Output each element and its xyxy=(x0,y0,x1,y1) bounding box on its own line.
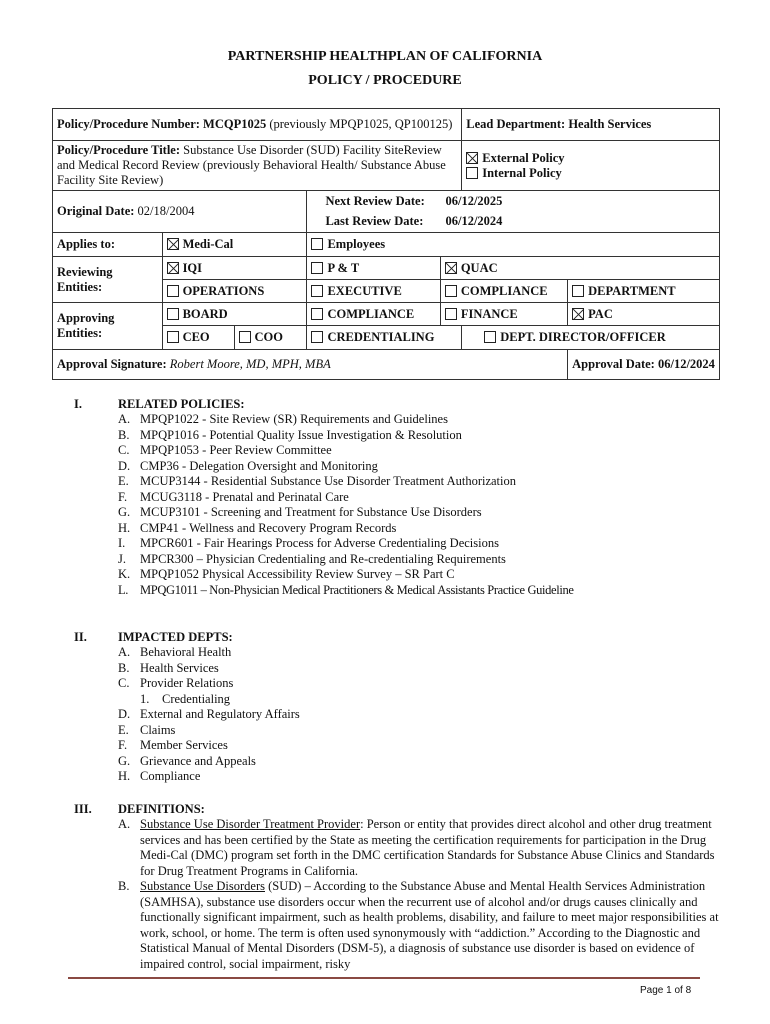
credentialing-checkbox[interactable] xyxy=(311,331,323,343)
quac-checkbox[interactable] xyxy=(445,262,457,274)
finance-label: FINANCE xyxy=(460,306,518,321)
pt-checkbox[interactable] xyxy=(311,262,323,274)
operations-label: OPERATIONS xyxy=(182,283,265,298)
page-number: Page 1 of 8 xyxy=(640,985,692,996)
external-policy-checkbox[interactable] xyxy=(466,152,478,164)
section-number: I. xyxy=(74,397,82,411)
definitions-list xyxy=(118,817,722,972)
next-review-label: Next Review Date: xyxy=(325,194,425,208)
executive-checkbox[interactable] xyxy=(311,285,323,297)
related-policies-list xyxy=(118,412,718,598)
list-item: H. Compliance xyxy=(118,769,201,783)
approval-signature-label: Approval Signature: xyxy=(57,357,167,371)
compliance-approve-checkbox[interactable] xyxy=(311,308,323,320)
policy-title-label: Policy/Procedure Title: xyxy=(57,143,181,157)
impacted-depts-list xyxy=(118,645,718,785)
list-item: D. CMP36 - Delegation Oversight and Monitoring xyxy=(118,458,378,473)
list-item: E. MCUP3144 - Residential Substance Use Disorder Treatment Authorization xyxy=(118,474,517,488)
approval-date-label: Approval Date: xyxy=(572,357,655,371)
policy-type-cell xyxy=(462,141,720,191)
internal-policy-checkbox[interactable] xyxy=(466,167,478,179)
applies-medi-cal xyxy=(162,233,307,257)
employees-label: Employees xyxy=(327,237,386,251)
board-checkbox[interactable] xyxy=(167,308,179,320)
section-number: III. xyxy=(74,802,92,816)
coo-checkbox[interactable] xyxy=(239,331,251,343)
approving-entities-label: Approving Entities: xyxy=(53,303,163,350)
list-item: C. MPQP1053 - Peer Review Committee xyxy=(118,443,332,457)
board-label: BOARD xyxy=(182,306,228,321)
section-heading: IMPACTED DEPTS: xyxy=(118,630,233,644)
internal-policy-label: Internal Policy xyxy=(482,165,562,180)
list-item: A. Substance Use Disorder Treatment Provider: Person or entity that provides direct alcohol and other drug treatment services and has been certified by the State as meeting the certification requirements for participation in the Drug Medi-Cal (DMC) program set forth in the DMC certification Standards for Substance Abuse Clinics and Standards for Drug Treatment Programs in California. xyxy=(118,817,715,878)
department-checkbox[interactable] xyxy=(572,285,584,297)
list-item: L. MPQG1011 – Non-Physician Medical Practitioners & Medical Assistants Practice Guideline xyxy=(118,582,574,597)
last-review-value: 06/12/2024 xyxy=(445,214,503,228)
lead-department-value: Health Services xyxy=(568,117,652,131)
policy-title-value: Substance Use Disorder (SUD) Facility SiteReview and Medical Record Review (previously Behavioral Health/ Substance Abuse Facility Site Review) xyxy=(57,143,446,187)
coo-label: COO xyxy=(254,330,283,344)
list-item: E. Claims xyxy=(118,722,176,737)
ceo-checkbox[interactable] xyxy=(167,331,179,343)
list-item: G. Grievance and Appeals xyxy=(118,753,256,768)
iqi-label: IQI xyxy=(182,260,203,275)
next-review-value: 06/12/2025 xyxy=(445,194,503,208)
approval-date-value: 06/12/2024 xyxy=(657,357,715,371)
approval-signature-value: Robert Moore, MD, MPH, MBA xyxy=(169,357,331,371)
applies-employees xyxy=(307,233,720,257)
list-item: H. CMP41 - Wellness and Recovery Program Records xyxy=(118,520,397,535)
lead-department-cell xyxy=(462,109,720,141)
list-item: I. MPCR601 - Fair Hearings Process for Adverse Credentialing Decisions xyxy=(118,536,499,550)
list-item: 1. Credentialing xyxy=(140,691,231,706)
pac-label: PAC xyxy=(588,306,613,321)
applies-to-label: Applies to: xyxy=(53,233,163,257)
compliance-review-label: COMPLIANCE xyxy=(460,283,548,298)
list-item: K. MPQP1052 Physical Accessibility Review Survey – SR Part C xyxy=(118,567,455,581)
list-item: F. MCUG3118 - Prenatal and Perinatal Care xyxy=(118,489,349,504)
org-title: PARTNERSHIP HEALTHPLAN OF CALIFORNIA xyxy=(227,49,543,64)
reviewing-entities-label: Reviewing Entities: xyxy=(53,257,163,303)
lead-department-label: Lead Department: xyxy=(466,117,566,131)
definition-term: Substance Use Disorders xyxy=(140,879,265,893)
list-item: G. MCUP3101 - Screening and Treatment for Substance Use Disorders xyxy=(118,505,482,519)
medi-cal-checkbox[interactable] xyxy=(167,238,179,250)
employees-checkbox[interactable] xyxy=(311,238,323,250)
list-item: B. Health Services xyxy=(118,660,219,675)
pac-checkbox[interactable] xyxy=(572,308,584,320)
original-date-cell xyxy=(53,191,307,233)
iqi-checkbox[interactable] xyxy=(167,262,179,274)
section-heading: RELATED POLICIES: xyxy=(118,397,245,411)
list-item: J. MPCR300 – Physician Credentialing and Re-credentialing Requirements xyxy=(118,551,506,566)
policy-number-previous: (previously MPQP1025, QP100125) xyxy=(269,117,453,131)
policy-number-label: Policy/Procedure Number: xyxy=(57,117,200,131)
footer-rule xyxy=(68,977,700,979)
list-item: B. MPQP1016 - Potential Quality Issue Investigation & Resolution xyxy=(118,427,462,442)
list-item: A. MPQP1022 - Site Review (SR) Requirements and Guidelines xyxy=(118,412,448,426)
compliance-review-checkbox[interactable] xyxy=(445,285,457,297)
pt-label: P & T xyxy=(327,260,360,275)
credentialing-label: CREDENTIALING xyxy=(327,330,435,344)
executive-label: EXECUTIVE xyxy=(327,283,402,298)
approval-signature-cell xyxy=(53,350,568,380)
medi-cal-label: Medi-Cal xyxy=(182,237,234,251)
department-label: DEPARTMENT xyxy=(588,283,676,298)
dept-director-checkbox[interactable] xyxy=(484,331,496,343)
approval-date-cell xyxy=(568,350,720,380)
dept-director-label: DEPT. DIRECTOR/OFFICER xyxy=(500,330,666,344)
list-item: C. Provider Relations xyxy=(118,676,234,690)
definition-term: Substance Use Disorder Treatment Provider xyxy=(140,817,361,831)
policy-number-cell xyxy=(53,109,462,141)
section-heading: DEFINITIONS: xyxy=(118,802,205,816)
section-number: II. xyxy=(74,630,87,644)
operations-checkbox[interactable] xyxy=(167,285,179,297)
list-item: A. Behavioral Health xyxy=(118,645,232,659)
list-item: F. Member Services xyxy=(118,738,228,752)
finance-checkbox[interactable] xyxy=(445,308,457,320)
policy-title-cell xyxy=(53,141,462,191)
list-item: D. External and Regulatory Affairs xyxy=(118,707,300,721)
policy-number-value: MCQP1025 xyxy=(203,117,267,131)
quac-label: QUAC xyxy=(460,260,498,275)
compliance-approve-label: COMPLIANCE xyxy=(327,306,415,321)
original-date-value: 02/18/2004 xyxy=(137,204,195,218)
doc-type-title: POLICY / PROCEDURE xyxy=(308,73,462,88)
ceo-label: CEO xyxy=(182,330,210,344)
list-item: B. Substance Use Disorders (SUD) – According to the Substance Abuse and Mental Health Services Administration (SAMHSA), substance use disorders occur when the recurrent use of alcohol and/or drugs causes clinically and functionally significant impairment, such as health problems, disability, and failure to meet major responsibilities at work, school, or home. The term is often used synonymously with “addiction.” According to the Diagnostic and Statistical Manual of Mental Disorders (DSM-5), a diagnosis of substance use disorder is based on evidence of impaired control, social impairment, risky xyxy=(118,879,719,971)
policy-header-table xyxy=(52,108,720,380)
review-dates-cell xyxy=(307,191,720,233)
original-date-label: Original Date: xyxy=(57,204,135,218)
external-policy-label: External Policy xyxy=(482,150,565,165)
last-review-label: Last Review Date: xyxy=(325,214,424,228)
